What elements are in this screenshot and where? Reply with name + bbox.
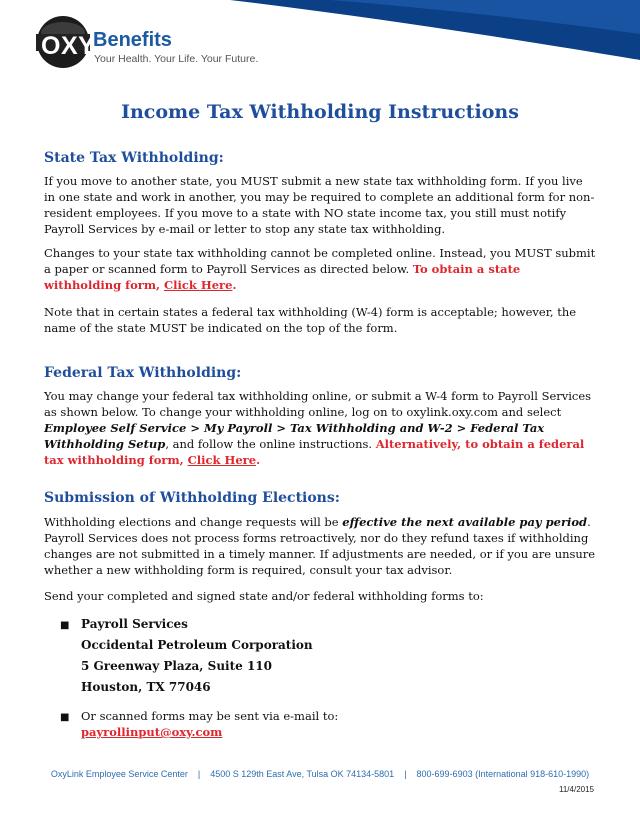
footer-service-center: OxyLink Employee Service Center (50, 769, 188, 779)
submission-heading: Submission of Withholding Elections: (44, 490, 340, 506)
footer-phone: 800-699-6903 (International 918-610-1990) (416, 769, 590, 779)
send-to-text: Send your completed and signed state and/or federal withholding forms to: (44, 589, 484, 603)
state-paragraph-2: Changes to your state tax withholding cannot be completed online. Instead, you MUST submit a paper or scanned form to Payroll Services as directed below. To obtain a state withholding form, Click Here. (44, 246, 596, 292)
address-line: Occidental Petroleum Corporation (81, 638, 313, 652)
federal-form-link[interactable]: Click Here (187, 453, 257, 467)
state-paragraph-2-red: To obtain a state withholding form, (44, 262, 521, 292)
address-line: 5 Greenway Plaza, Suite 110 (81, 659, 273, 673)
federal-red-text: Alternatively, to obtain a federal tax withholding form, (44, 437, 585, 467)
bullet-icon: ■ (60, 620, 70, 631)
email-paragraph: Or scanned forms may be sent via e-mail to: payrollinput@oxy.com (81, 709, 339, 739)
payroll-email-link[interactable]: payrollinput@oxy.com (81, 725, 223, 739)
page-title: Income Tax Withholding Instructions (121, 101, 519, 123)
logo-oxy-text: OXY (41, 32, 96, 60)
federal-heading: Federal Tax Withholding: (44, 365, 242, 381)
oxy-benefits-logo (36, 15, 276, 69)
bullet-icon: ■ (60, 712, 70, 723)
document-date: 11/4/2015 (559, 785, 594, 794)
state-paragraph-2-text: Changes to your state tax withholding cannot be completed online. Instead, you MUST submit a paper or scanned form to Payroll Services as directed below. (44, 246, 596, 276)
state-heading: State Tax Withholding: (44, 150, 224, 166)
federal-paragraph: You may change your federal tax withholding online, or submit a W-4 form to Payroll Services as shown below. To change your withholding online, log on to oxylink.oxy.com and select Employee Self Service > My Payroll > Tax Withholding and W-2 > Federal Tax Withholding Setup, and follow the online instructions. Alternatively, to obtain a federal tax withholding form, Click Here. (44, 389, 592, 467)
address-line: Houston, TX 77046 (81, 680, 211, 694)
logo-benefits-text: Benefits (93, 29, 172, 51)
submission-paragraph: Withholding elections and change requests will be effective the next available pay period. Payroll Services does not process forms retroactively, nor do they refund taxes if withholding changes are not submitted in a timely manner. If adjustments are needed, or if you are unsure whether a new withholding form is required, consult your tax advisor. (44, 515, 596, 577)
state-paragraph-3: Note that in certain states a federal tax withholding (W-4) form is acceptable; however, the name of the state MUST be indicated on the top of the form. (44, 305, 577, 335)
effective-emphasis: effective the next available pay period (342, 515, 588, 529)
address-line: Payroll Services (81, 617, 188, 631)
logo-tagline: Your Health. Your Life. Your Future. (94, 53, 259, 65)
state-paragraph-1: If you move to another state, you MUST submit a new state tax withholding form. If you live in one state and work in another, you may be required to complete an additional form for non-resident employees. If you move to a state with NO state income tax, you still must notify Payroll Services by e-mail or letter to stop any state tax withholding. (44, 174, 595, 236)
footer: OxyLink Employee Service Center | 4500 S 129th East Ave, Tulsa OK 74134-5801 | 800-699-6903 (International 918-610-1990) (50, 769, 590, 779)
state-form-link[interactable]: Click Here (164, 278, 233, 292)
federal-menu-path: Employee Self Service > My Payroll > Tax Withholding and W-2 > Federal Tax Withholding Setup (44, 421, 545, 451)
footer-address: 4500 S 129th East Ave, Tulsa OK 74134-5801 (210, 769, 395, 779)
